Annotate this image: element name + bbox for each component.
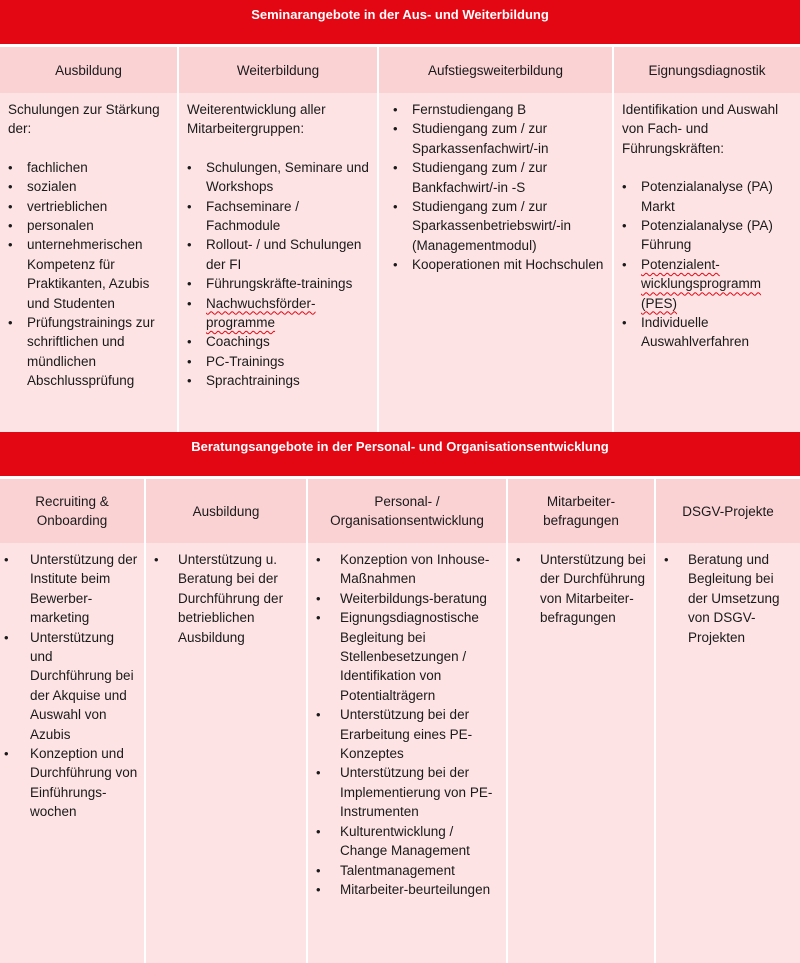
consulting-body-row: [0, 543, 800, 963]
column-head-ausbildung: Ausbildung: [146, 479, 308, 543]
list-item: • Mitarbeiter-beurteilungen: [316, 880, 500, 899]
column-body-aufstiegsweiterbildung: [379, 93, 614, 432]
list-item: [187, 294, 371, 333]
list-item: • Studiengang zum / zur Sparkassenbetriebswirt/-in (Managementmodul): [393, 197, 606, 255]
list-item: • Studiengang zum / zur Sparkassenfachwirt/-in: [393, 119, 606, 158]
list-item: • Fernstudiengang B: [393, 100, 606, 119]
column-head-ausbildung: Ausbildung: [0, 47, 179, 93]
column-body-recruiting: [0, 543, 146, 963]
bullet-list: [187, 158, 371, 391]
list-item: • Unterstützung der Institute beim Bewerber-marketing: [4, 550, 138, 628]
spellcheck-word: Potenzialent-wicklungsprogramm (PES): [641, 256, 762, 311]
column-intro: Schulungen zur Stärkung der:: [8, 102, 160, 137]
list-item: • Beratung und Begleitung bei der Umsetzung von DSGV-Projekten: [664, 550, 794, 647]
list-item: • PC-Trainings: [187, 352, 371, 371]
bullet-list: [664, 550, 794, 647]
seminar-offers-banner: Seminarangebote in der Aus- und Weiterbildung: [0, 0, 800, 44]
column-body-ausbildung: [146, 543, 308, 963]
list-item: • Schulungen, Seminare und Workshops: [187, 158, 371, 197]
list-item: • Unterstützung und Durchführung bei der Akquise und Auswahl von Azubis: [4, 628, 138, 744]
bullet-list: [8, 158, 171, 391]
bullet-list: [154, 550, 300, 647]
column-body-mitarbeiterbefragungen: [508, 543, 656, 963]
list-item: • Eignungsdiagnostische Begleitung bei Stellenbesetzungen / Identifikation von Potentialträgern: [316, 608, 500, 705]
seminar-header-row: [0, 47, 800, 93]
consulting-offers-banner: Beratungsangebote in der Personal- und Organisationsentwicklung: [0, 432, 800, 476]
consulting-header-row: [0, 479, 800, 543]
list-item: • Sprachtrainings: [187, 371, 371, 390]
column-body-ausbildung: [0, 93, 179, 432]
bullet-list: [516, 550, 648, 628]
list-item: • Unterstützung u. Beratung bei der Durchführung der betrieblichen Ausbildung: [154, 550, 300, 647]
list-item: • Konzeption von Inhouse-Maßnahmen: [316, 550, 500, 589]
list-item: • Unterstützung bei der Erarbeitung eines PE-Konzeptes: [316, 705, 500, 763]
list-item: • Rollout- / und Schulungen der FI: [187, 235, 371, 274]
list-item: • Fachseminare / Fachmodule: [187, 197, 371, 236]
seminar-body-row: [0, 93, 800, 432]
spellcheck-word: Nachwuchsförder-programme: [206, 295, 316, 331]
list-item: • Unterstützung bei der Implementierung von PE-Instrumenten: [316, 763, 500, 821]
column-intro: Weiterentwicklung aller Mitarbeitergruppen:: [187, 102, 326, 137]
list-item: • Potenzialanalyse (PA) Markt: [622, 177, 794, 216]
list-item: • Kulturentwicklung / Change Management: [316, 822, 500, 861]
column-body-dsgv-projekte: [656, 543, 800, 963]
bullet-list: [316, 550, 500, 899]
bullet-list: [387, 100, 606, 275]
list-item: • vertrieblichen: [8, 197, 171, 216]
list-item: • Konzeption und Durchführung von Einführungs-wochen: [4, 744, 138, 822]
list-item: • sozialen: [8, 177, 171, 196]
list-item: • unternehmerischen Kompetenz für Praktikanten, Azubis und Studenten: [8, 235, 171, 313]
list-item: • Weiterbildungs-beratung: [316, 589, 500, 608]
list-item: • Coachings: [187, 332, 371, 351]
list-item: • personalen: [8, 216, 171, 235]
bullet-list: [4, 550, 138, 822]
list-item: • Prüfungstrainings zur schriftlichen und mündlichen Abschlussprüfung: [8, 313, 171, 391]
bullet-list: [622, 177, 794, 352]
column-head-recruiting: Recruiting & Onboarding: [0, 479, 146, 543]
list-item: [622, 255, 794, 313]
column-head-eignungsdiagnostik: Eignungsdiagnostik: [648, 62, 766, 78]
column-intro: Identifikation und Auswahl von Fach- und Führungskräften:: [622, 102, 779, 156]
list-item: • Talentmanagement: [316, 861, 500, 880]
column-body-personalentwicklung: [308, 543, 508, 963]
list-item: • fachlichen: [8, 158, 171, 177]
list-item: • Kooperationen mit Hochschulen: [393, 255, 606, 274]
list-item: • Studiengang zum / zur Bankfachwirt/-in -S: [393, 158, 606, 197]
list-item: • Potenzialanalyse (PA) Führung: [622, 216, 794, 255]
column-body-eignungsdiagnostik: [614, 93, 800, 432]
column-head-weiterbildung: Weiterbildung: [179, 47, 379, 93]
list-item: • Unterstützung bei der Durchführung von Mitarbeiter-befragungen: [516, 550, 648, 628]
column-head-dsgv-projekte: DSGV-Projekte: [682, 503, 774, 519]
list-item: • Individuelle Auswahlverfahren: [622, 313, 794, 352]
column-head-personalentwicklung: Personal- / Organisationsentwicklung: [308, 479, 508, 543]
list-item: • Führungskräfte-trainings: [187, 274, 371, 293]
column-head-aufstiegsweiterbildung: Aufstiegsweiterbildung: [379, 47, 614, 93]
column-body-weiterbildung: [179, 93, 379, 432]
column-head-mitarbeiterbefragungen: Mitarbeiter-befragungen: [508, 479, 656, 543]
